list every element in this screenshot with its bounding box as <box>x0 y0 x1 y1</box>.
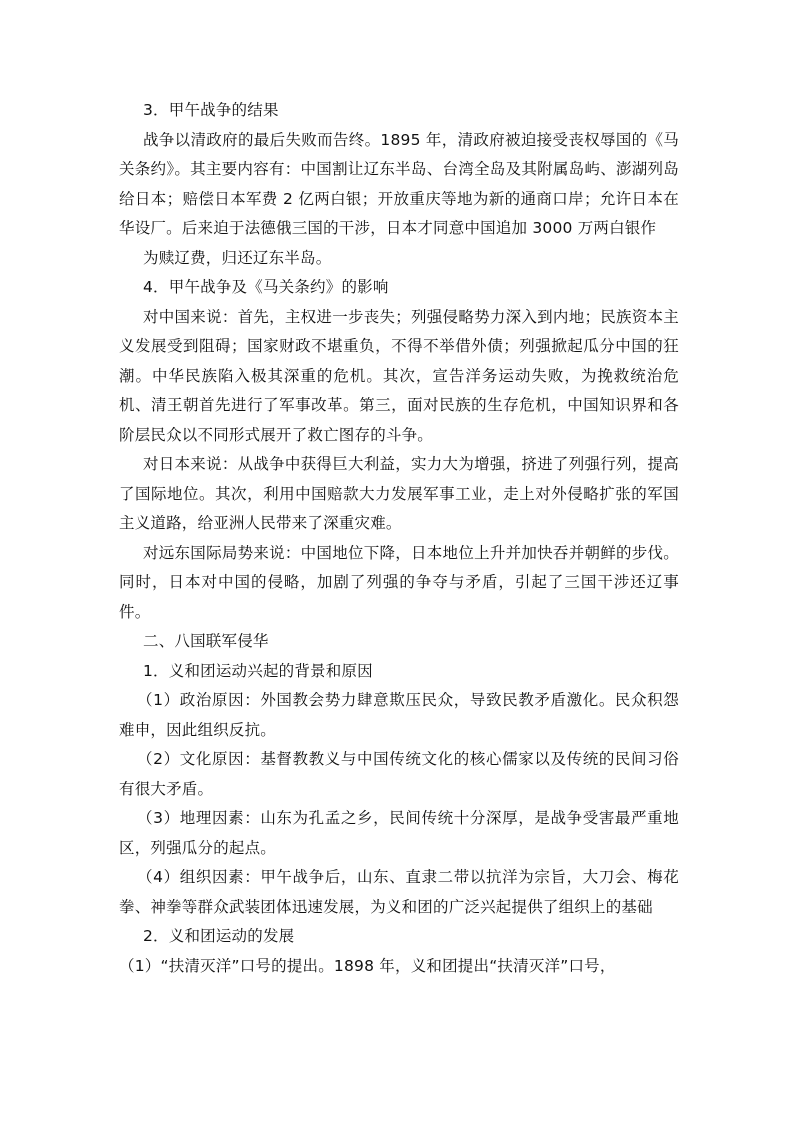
section-heading-war-impact: 4．甲午战争及《马关条约》的影响 <box>143 278 389 296</box>
paragraph-impact-far-east: 对远东国际局势来说：中国地位下降，日本地位上升并加快吞并朝鲜的步伐。同时，日本对中国的侵略，加剧了列强的争夺与矛盾，引起了三国干涉还辽事件。 <box>119 543 679 621</box>
paragraph-slogan: （1）“扶清灭洋”口号的提出。1898 年，义和团提出“扶清灭洋”口号， <box>119 956 616 975</box>
paragraph-war-result-continuation: 为赎辽费，归还辽东半岛。 <box>143 248 332 267</box>
paragraph-cultural-reason: （2）文化原因：基督教教义与中国传统文化的核心儒家以及传统的民间习俗有很大矛盾。 <box>119 750 679 798</box>
section-heading-boxer-development: 2．义和团运动的发展 <box>143 927 295 945</box>
paragraph-impact-japan: 对日本来说：从战争中获得巨大利益，实力大为增强，挤进了列强行列，提高了国际地位。其次，利用中国赔款大力发展军事工业，走上对外侵略扩张的军国主义道路，给亚洲人民带来了深重灾难。 <box>119 455 679 532</box>
section-heading-boxer-background: 1．义和团运动兴起的背景和原因 <box>143 661 373 680</box>
section-heading-war-result: 3．甲午战争的结果 <box>143 101 279 119</box>
paragraph-organizational-factor: （4）组织因素：甲午战争后，山东、直隶二带以抗洋为宗旨，大刀会、梅花拳、神拳等群众武装团体迅速发展，为义和团的广泛兴起提供了组织上的基础 <box>119 868 679 916</box>
paragraph-war-result: 战争以清政府的最后失败而告终。1895 年，清政府被迫接受丧权辱国的《马关条约》。其主要内容有：中国割让辽东半岛、台湾全岛及其附属岛屿、澎湖列岛给日本；赔偿日本军费 2 亿两白银；开放重庆等地为新的通商口岸；允许日本在华设厂。后来迫于法德俄三国的干涉，日本才同意中国追加 3000 万两白银作 <box>119 130 679 237</box>
section-heading-eight-nation-alliance: 二、八国联军侵华 <box>143 632 269 650</box>
paragraph-geographic-factor: （3）地理因素：山东为孔孟之乡，民间传统十分深厚，是战争受害最严重地区，列强瓜分的起点。 <box>119 809 679 857</box>
paragraph-impact-china: 对中国来说：首先，主权进一步丧失；列强侵略势力深入到内地；民族资本主义发展受到阻碍；国家财政不堪重负，不得不举借外债；列强掀起瓜分中国的狂潮。中华民族陷入极其深重的危机。其次，宣告洋务运动失败，为挽救统治危机、清王朝首先进行了军事改革。第三，面对民族的生存危机，中国知识界和各阶层民众以不同形式展开了救亡图存的斗争。 <box>119 307 679 444</box>
paragraph-political-reason: （1）政治原因：外国教会势力肆意欺压民众，导致民教矛盾激化。民众积怨难申，因此组织反抗。 <box>119 691 679 739</box>
document-content <box>119 96 679 981</box>
